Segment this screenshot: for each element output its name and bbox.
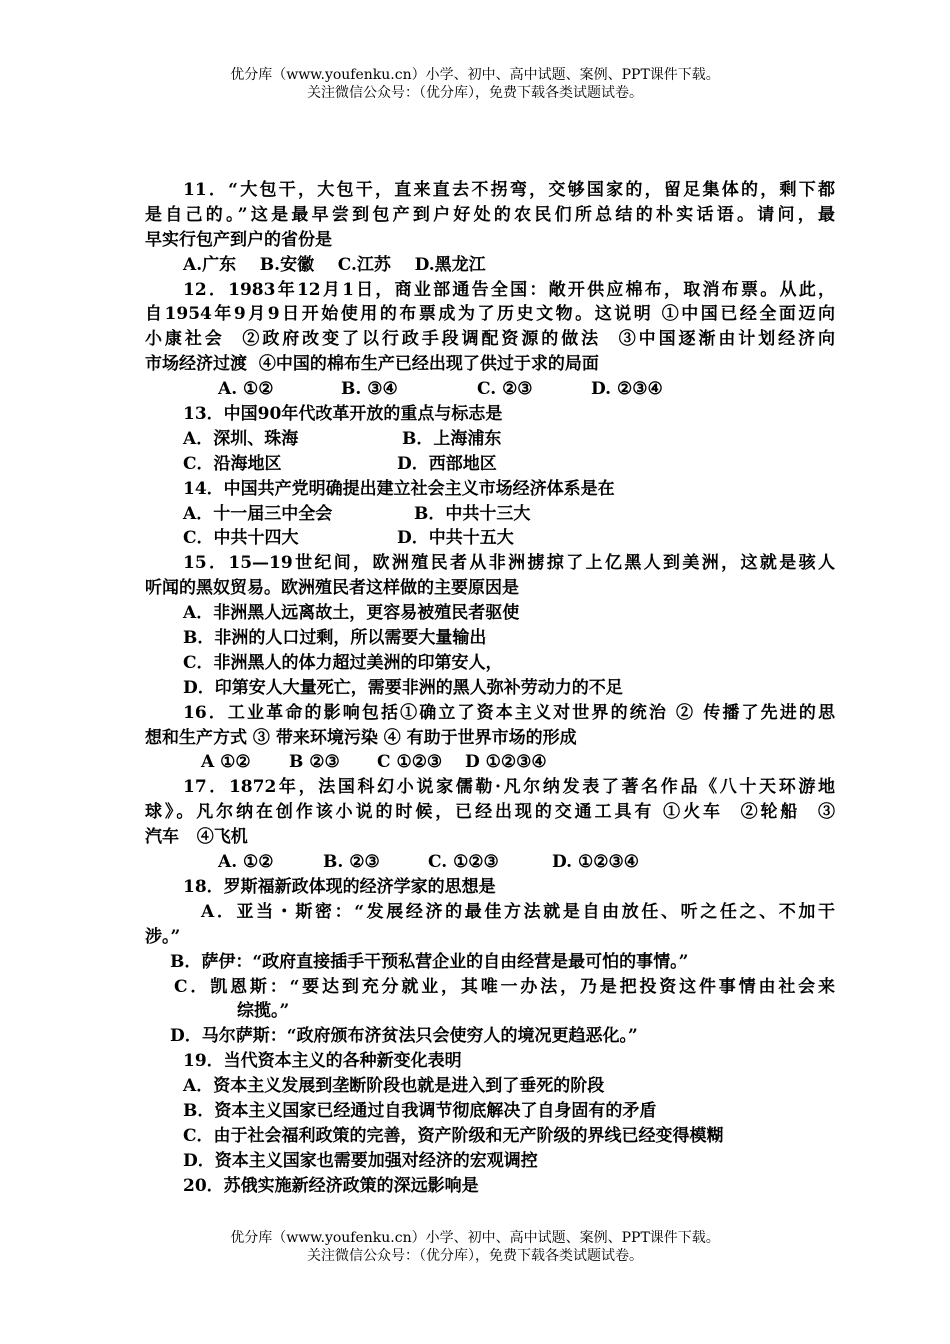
q16-stem-line-2: 想和生产方式 ③ 带来环境污染 ④ 有助于世界市场的形成	[145, 727, 577, 748]
q16-option-c: C ①②③	[377, 752, 443, 773]
q17-stem-line-3: 汽车 ④飞机	[145, 827, 248, 848]
q16-options	[145, 750, 835, 775]
q14-option-a: A．十一届三中全会	[183, 503, 333, 524]
q12-option-c: C. ②③	[477, 379, 533, 400]
footer-line-1: 优分库（www.youfenku.cn）小学、初中、高中试题、案例、PPT课件下载。	[230, 1230, 720, 1246]
q18-option-a-line-2: 涉。”	[145, 926, 181, 947]
q13-stem: 13．中国90年代改革开放的重点与标志是	[183, 404, 503, 425]
q14-options-row-1	[145, 502, 835, 527]
q16-option-b: B ②③	[289, 752, 340, 773]
page-header	[0, 66, 950, 102]
q19-option-d: D．资本主义国家也需要加强对经济的宏观调控	[183, 1150, 538, 1171]
q12-stem-line-3: 小康社会 ②政府改变了以行政手段调配资源的做法 ③中国逐渐由计划经济向	[145, 329, 835, 350]
q18-option-d: D．马尔萨斯：“政府颁布济贫法只会使穷人的境况更趋恶化。”	[170, 1026, 638, 1047]
q16-stem-line-1: 16．工业革命的影响包括①确立了资本主义对世界的统治 ② 传播了先进的思	[183, 702, 835, 723]
q12-option-b: B. ③④	[341, 379, 398, 400]
q11-stem-line-1: 11．“大包干，大包干，直来直去不拐弯，交够国家的，留足集体的，剩下都	[183, 180, 835, 200]
q12-stem-line-1: 12．1983年12月1日，商业部通告全国：敞开供应棉布，取消布票。从此，	[183, 279, 835, 300]
q19-option-c: C．由于社会福利政策的完善，资产阶级和无产阶级的界线已经变得模糊	[183, 1125, 724, 1146]
q13-option-d: D．西部地区	[397, 453, 497, 474]
q14-stem: 14．中国共产党明确提出建立社会主义市场经济体系是在	[183, 478, 615, 499]
footer-line-2: 关注微信公众号：（优分库），免费下载各类试题试卷。	[307, 1248, 643, 1264]
q18-stem: 18．罗斯福新政体现的经济学家的思想是	[183, 876, 496, 897]
q12-options	[145, 377, 835, 402]
q11-options: A.广东 B.安徽 C.江苏 D.黑龙江	[183, 254, 486, 275]
q13-option-b: B．上海浦东	[402, 428, 502, 449]
q13-option-a: A．深圳、珠海	[183, 428, 299, 449]
q17-stem-line-1: 17．1872年，法国科幻小说家儒勒·凡尔纳发表了著名作品《八十天环游地	[183, 777, 835, 798]
q12-option-d: D. ②③④	[591, 379, 663, 400]
exam-content	[145, 178, 835, 1199]
q15-option-d: D．印第安人大量死亡，需要非洲的黑人弥补劳动力的不足	[183, 677, 623, 698]
q17-option-c: C. ①②③	[428, 852, 499, 873]
q14-option-d: D．中共十五大	[397, 528, 514, 549]
q15-option-c: C．非洲黑人的体力超过美洲的印第安人，	[183, 652, 503, 673]
q16-option-a: A ①②	[201, 752, 251, 773]
q18-option-a-line-1: A．亚当・斯密：“发展经济的最佳方法就是自由放任、听之任之、不加干	[201, 901, 835, 922]
q14-option-b: B．中共十三大	[414, 503, 531, 524]
q17-stem-line-2: 球》。凡尔纳在创作该小说的时候，已经出现的交通工具有 ①火车 ②轮船 ③	[145, 802, 835, 823]
q15-stem-line-2: 听闻的黑奴贸易。欧洲殖民者这样做的主要原因是	[145, 578, 519, 599]
q18-option-b: B．萨伊：“政府直接插手干预私营企业的自由经营是最可怕的事情。”	[170, 951, 689, 972]
header-line-2: 关注微信公众号：（优分库），免费下载各类试题试卷。	[307, 85, 643, 101]
q13-options-row-2	[145, 452, 835, 477]
q17-option-d: D. ①②③④	[552, 852, 639, 873]
q14-options-row-2	[145, 526, 835, 551]
q11-stem-line-3: 早实行包产到户的省份是	[145, 229, 332, 250]
q15-option-b: B．非洲的人口过剩，所以需要大量输出	[183, 628, 487, 649]
q11-stem-line-2: 是自己的。”这是最早尝到包产到户好处的农民们所总结的朴实话语。请问，最	[145, 204, 835, 225]
header-line-1: 优分库（www.youfenku.cn）小学、初中、高中试题、案例、PPT课件下载。	[230, 67, 720, 83]
q19-option-b: B．资本主义国家已经通过自我调节彻底解决了自身固有的矛盾	[183, 1100, 657, 1121]
q13-option-c: C．沿海地区	[183, 453, 282, 474]
q12-stem-line-2: 自1954年9月9日开始使用的布票成为了历史文物。这说明 ①中国已经全面迈向	[145, 304, 835, 325]
q13-options-row-1	[145, 427, 835, 452]
q19-option-a: A．资本主义发展到垄断阶段也就是进入到了垂死的阶段	[183, 1076, 605, 1097]
q14-option-c: C．中共十四大	[183, 528, 299, 549]
q15-stem-line-1: 15．15—19世纪间，欧洲殖民者从非洲掳掠了上亿黑人到美洲，这就是骇人	[183, 553, 835, 574]
q17-options	[145, 850, 835, 875]
q18-option-c-line-1: C．凯恩斯：“要达到充分就业，其唯一办法，乃是把投资这件事情由社会来	[174, 976, 835, 997]
q12-option-a: A. ①②	[218, 379, 274, 400]
q17-option-a: A. ①②	[218, 852, 274, 873]
q19-stem: 19．当代资本主义的各种新变化表明	[183, 1051, 462, 1072]
q12-stem-line-4: 市场经济过渡 ④中国的棉布生产已经出现了供过于求的局面	[145, 354, 599, 375]
q18-option-c-line-2: 综揽。”	[237, 1001, 290, 1022]
page-footer	[0, 1229, 950, 1265]
q15-option-a: A．非洲黑人远离故土，更容易被殖民者驱使	[183, 603, 520, 624]
q16-option-d: D ①②③④	[465, 752, 547, 773]
q20-stem: 20．苏俄实施新经济政策的深远影响是	[183, 1175, 479, 1196]
q17-option-b: B. ②③	[323, 852, 380, 873]
